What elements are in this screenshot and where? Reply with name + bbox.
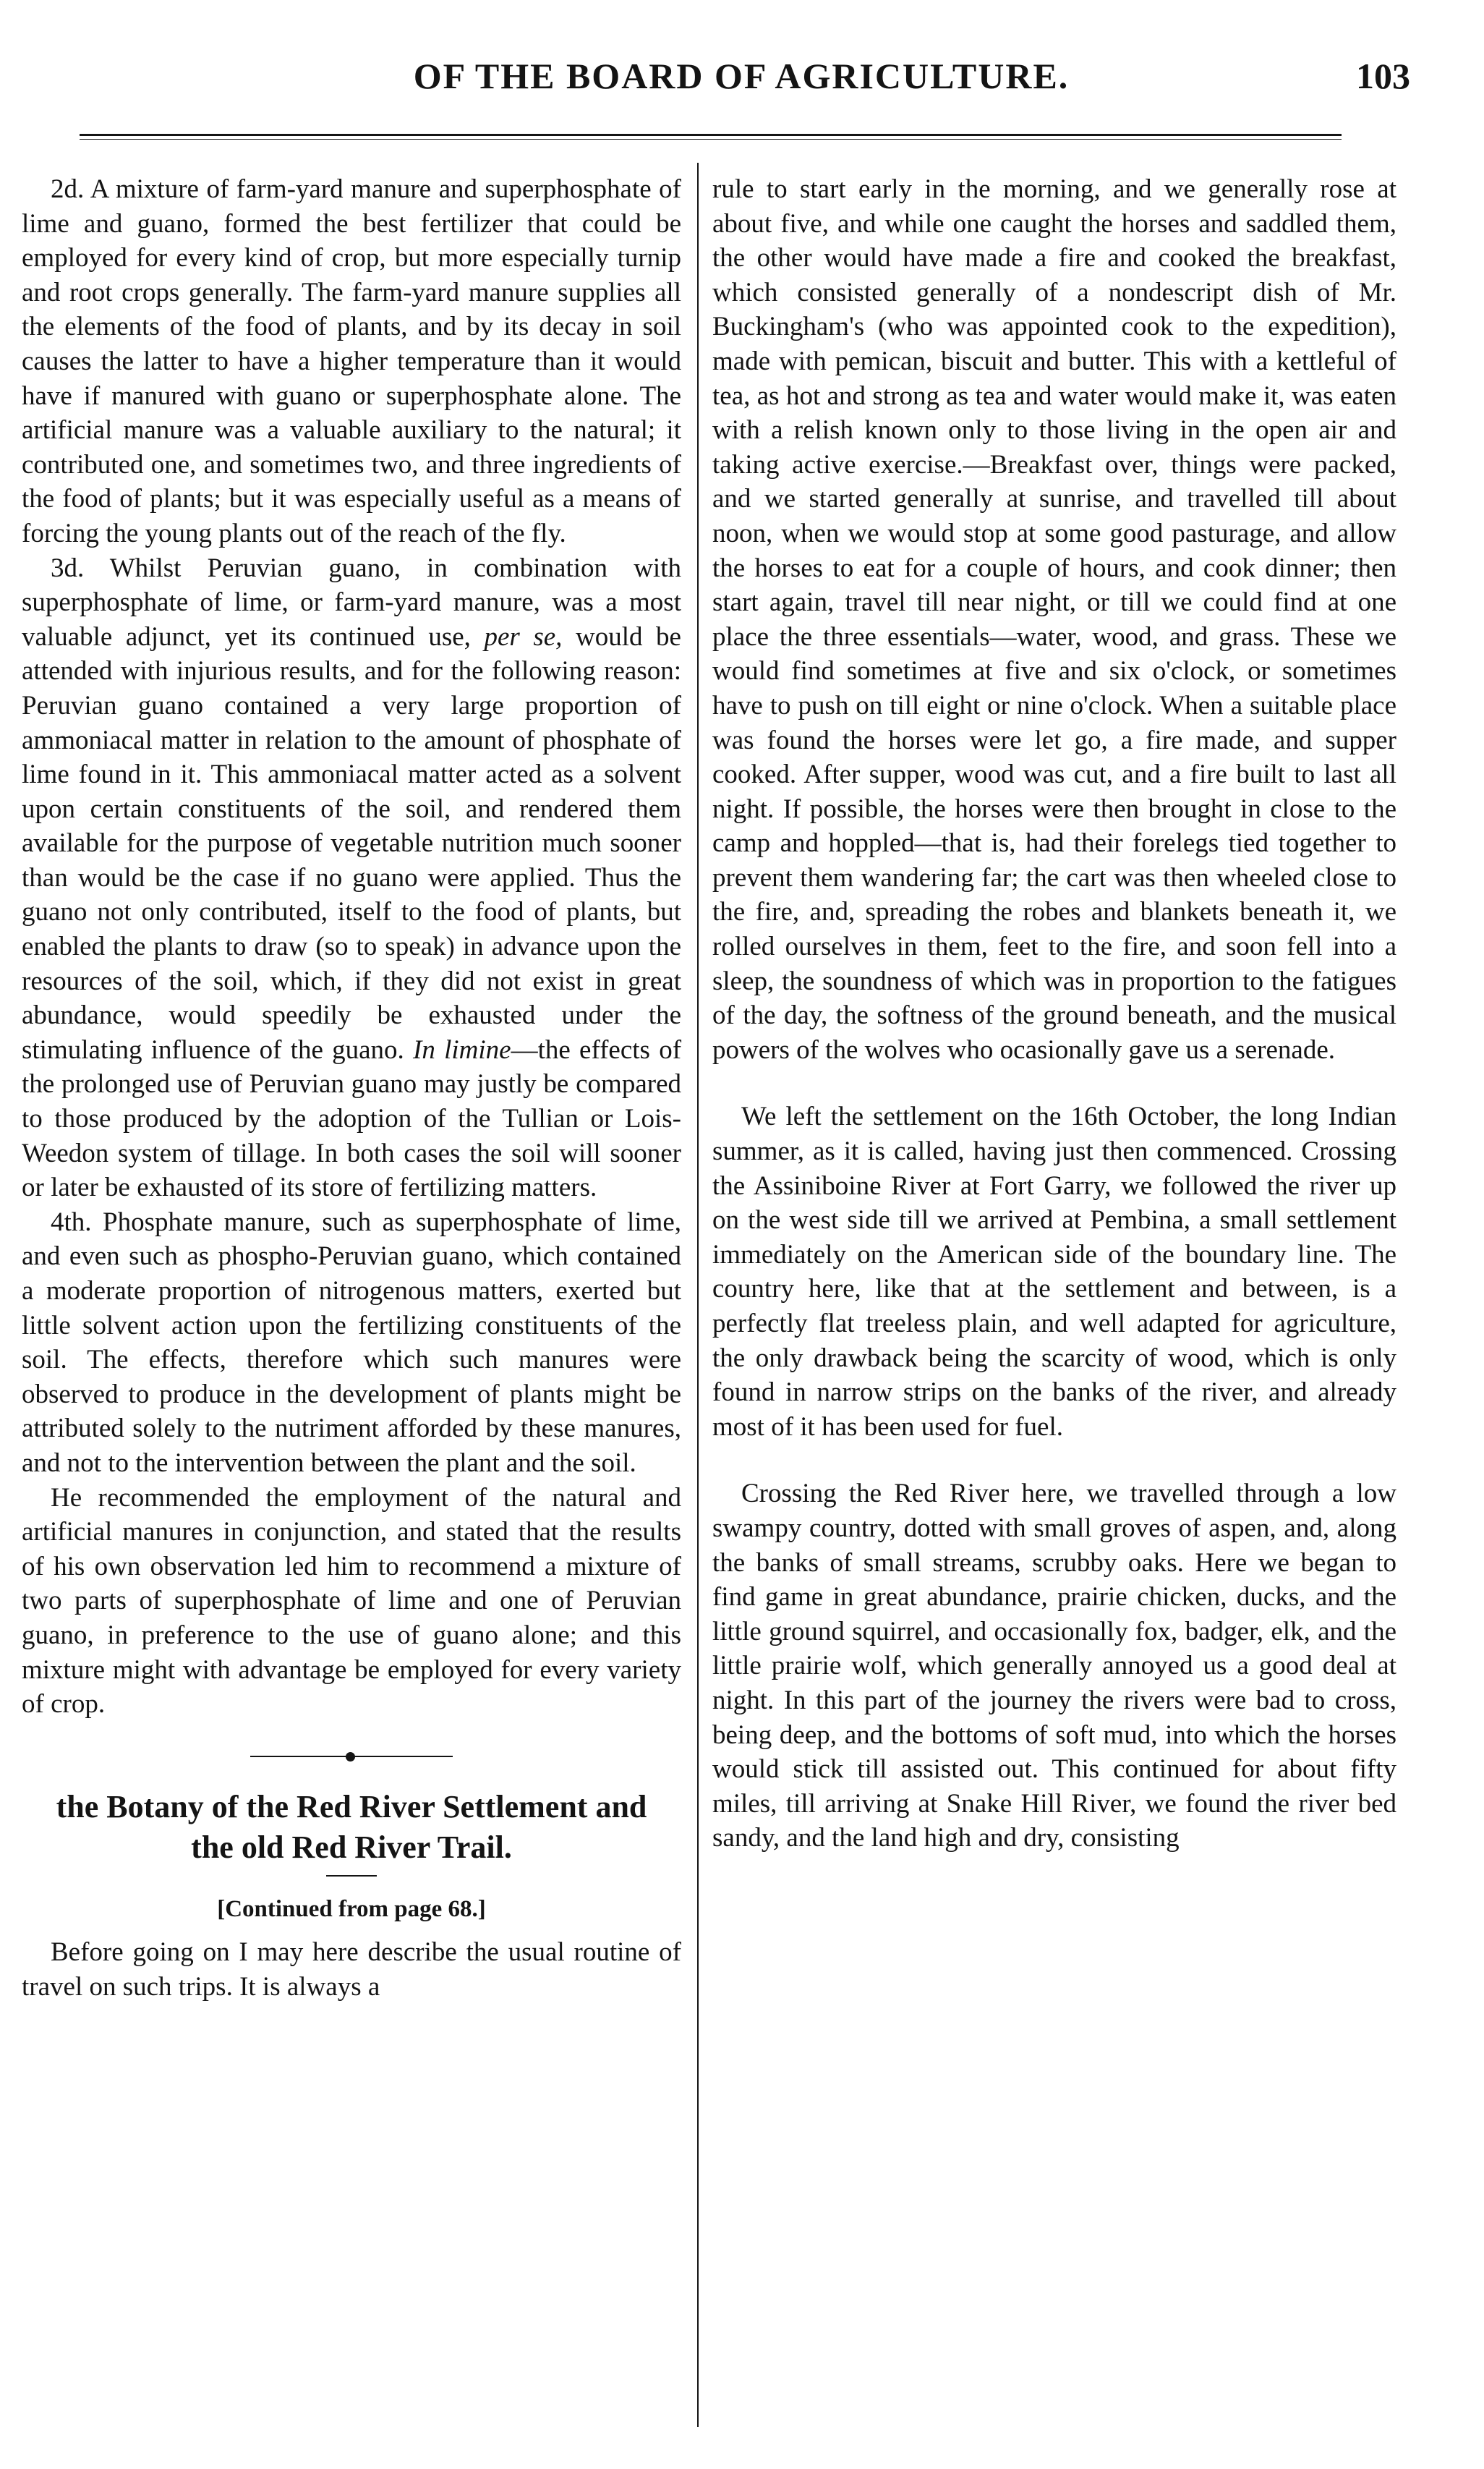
column-divider (697, 163, 699, 2427)
paragraph-3d-part-a: 3d. Whilst Peruvian guano, in combination with superphosphate of lime, or farm-yard manure, was a most valuable adjunct, yet its continued use, (22, 553, 681, 652)
paragraph-routine: Before going on I may here describe the usual routine of travel on such trips. It is always a (22, 1937, 681, 2002)
paragraph-3d (22, 551, 681, 1205)
paragraph-recommendation: He recommended the employment of the natural and artificial manures in conjunction, and stated that the results of his own observation led him to recommend a mixture of two parts of superphosphate of lime and one of Peruvian guano, in preference to the use of guano alone; and this mixture might with advantage be employed for every variety of crop. (22, 1482, 681, 1720)
running-title: OF THE BOARD OF AGRICULTURE. (413, 56, 1070, 96)
page-header (72, 48, 1410, 106)
paragraph-daily-routine: rule to start early in the morning, and we generally rose at about five, and while one caught the horses and saddled them, the other would have made a fire and cooked the breakfast, which consisted generally of a nondescript dish of Mr. Buckingham's (who was appointed cook to the expedition), made with pemican, biscuit and butter. This with a kettleful of tea, as hot and strong as tea and water would make it, was eaten with a relish known only to those living in the open air and taking active exercise.—Breakfast over, things were packed, and we started generally at sunrise, and travelled till about noon, when we would stop at some good pasturage, and allow the horses to eat for a couple of hours, and cook dinner; then start again, travel till near night, or till we could find at one place the three essentials—water, wood, and grass. These we would find sometimes at five and six o'clock, or sometimes have to push on till eight or nine o'clock. When a suitable place was found the horses were let go, a fire made, and supper cooked. After supper, wood was cut, and a fire built to last all night. If possible, the horses were then brought in close to the camp and hoppled—that is, had their forelegs tied together to prevent them wandering far; the cart was then wheeled close to the fire, and, spreading the robes and blankets beneath it, we rolled ourselves in them, feet to the fire, and soon fell into a sleep, the soundness of which was in proportion to the fatigues of the day, the softness of the ground beneath, and the musical powers of the wolves who ocasionally gave us a serenade. (712, 174, 1396, 1065)
left-column (22, 172, 681, 2005)
paragraph-3d-part-c: —the effects of the prolonged use of Peruvian guano may justly be compared to those produced by the adoption of the Tullian or Lois-Weedon system of tillage. In both cases the soil will sooner or later be exhausted of its store of fertilizing matters. (22, 1034, 682, 1203)
paragraph-3d-part-b: would be attended with injurious results, and for the following reason: Peruvian guano contained a very large proportion of ammoniacal matter in relation to the amount of phosphate of lime found in it. This ammoniacal matter acted as a solvent upon certain constituents of the soil, and rendered them available for the purpose of vegetable nutrition much sooner than would be the case if no guano were applied. Thus the guano not only contributed, itself to the food of plants, but enabled the plants to draw (so to speak) in advance upon the resources of the soil, which, if they did not exist in great abundance, would speedily be exhausted under the stimulating influence of the guano. (22, 621, 681, 1065)
title-rule (326, 1875, 377, 1877)
section-title: the Botany of the Red River Settlement and the old Red River Trail. (56, 1788, 647, 1865)
paragraph-2d: 2d. A mixture of farm-yard manure and superphosphate of lime and guano, formed the best fertilizer that could be employed for every kind of crop, but more especially turnip and root crops generally. The farm-yard manure supplies all the elements of the food of plants, and by its decay in soil causes the latter to have a higher temperature than it would have if manured with guano or superphosphate alone. The artificial manure was a valuable auxiliary to the natural; it contributed one, and sometimes two, and three ingredients of the food of plants; but it was especially useful as a means of forcing the young plants out of the reach of the fly. (22, 174, 681, 548)
section-separator (250, 1752, 453, 1761)
paragraph-4th: 4th. Phosphate manure, such as superphosphate of lime, and even such as phospho-Peruvian guano, which contained a moderate proportion of nitrogenous matters, exerted but little solvent action upon the fertilizing constituents of the soil. The effects, therefore which such manures were observed to produce in the development of plants might be attributed solely to the nutriment afforded by these manures, and not to the intervention between the plant and the soil. (22, 1207, 681, 1478)
right-column (712, 172, 1396, 1856)
continued-note: [Continued from page 68.] (217, 1895, 486, 1922)
paragraph-red-river-crossing: Crossing the Red River here, we travelled through a low swampy country, dotted with small groves of aspen, and, along the banks of small streams, scrubby oaks. Here we began to find game in great abundance, prairie chicken, ducks, and the little ground squirrel, and occasionally fox, badger, elk, and the little prairie wolf, which generally annoyed us a good deal at night. In this part of the journey the rivers were bad to cross, being deep, and the bottoms of soft mud, into which the horses would stick till assisted out. This continued for about fifty miles, till arriving at Snake Hill River, we found the river bed sandy, and the land high and dry, consisting (712, 1479, 1396, 1853)
page-number: 103 (1356, 56, 1410, 96)
paragraph-departure: We left the settlement on the 16th October, the long Indian summer, as it is called, having just then commenced. Crossing the Assiniboine River at Fort Garry, we followed the river up on the west side till we arrived at Pembina, a small settlement immediately on the American side of the boundary line. The country here, like that at the settlement and between, is a perfectly flat treeless plain, and well adapted for agriculture, the only drawback being the scarcity of wood, which is only found in narrow strips on the banks of the river, and already most of it has been used for fuel. (712, 1102, 1396, 1442)
per-se-italic: per se, (484, 621, 563, 652)
separator-dot (346, 1752, 355, 1762)
header-rule (80, 134, 1342, 140)
in-limine-italic: In limine (413, 1034, 511, 1065)
